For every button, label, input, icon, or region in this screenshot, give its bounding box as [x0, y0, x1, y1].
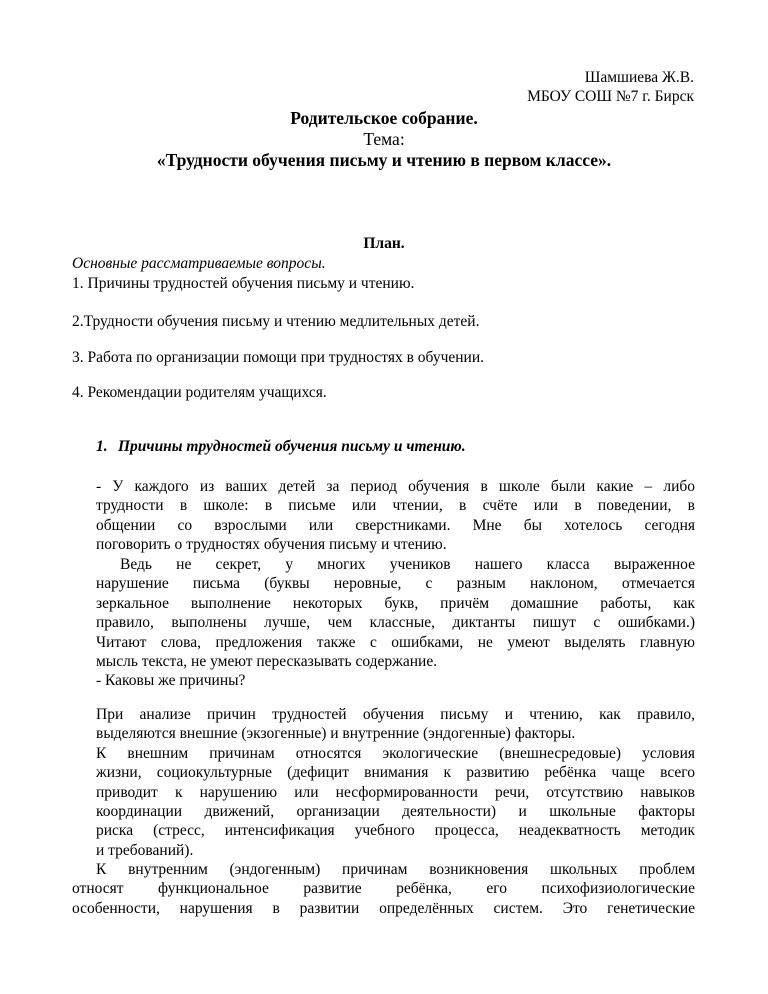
plan-title: План. — [363, 235, 405, 252]
text-line: общении со взрослыми или сверстниками. Мне бы хотелось сегодня — [96, 516, 695, 534]
text-line: Читают слова, предложения также с ошибками, не умеют выделять главную — [96, 633, 695, 651]
text-line: правило, выполнены лучше, чем классные, диктанты пишут с ошибками.) — [96, 614, 695, 632]
plan-item: 3. Работа по организации помощи при трудностях в обучении. — [72, 349, 485, 366]
text-line: Ведь не секрет, у многих учеников нашего класса выраженное — [120, 556, 695, 573]
text-line: - У каждого из ваших детей за период обучения в школе были какие – либо — [96, 478, 695, 495]
text-line: координации движений, организации деятельности) и школьные факторы — [96, 802, 695, 820]
text-line: риска (стресс, интенсификация учебного процесса, неадекватность методик — [96, 822, 695, 840]
plan-item: 4. Рекомендации родителям учащихся. — [72, 384, 327, 401]
paragraph-examples — [96, 555, 695, 691]
text-line: и требований). — [96, 841, 194, 859]
school-name: МБОУ СОШ №7 г. Бирск — [527, 88, 694, 106]
section-heading — [96, 437, 466, 456]
paragraph-intro — [96, 477, 695, 555]
plan-subtitle: Основные рассматриваемые вопросы. — [72, 255, 326, 272]
author-name: Шамшиева Ж.В. — [584, 69, 694, 86]
text-line: зеркальное выполнение некоторых букв, причём домашние работы, как — [96, 594, 695, 612]
author-block — [527, 68, 694, 107]
text-line: выделяются внешние (экзогенные) и внутренние (эндогенные) факторы. — [96, 725, 576, 743]
text-line: относят функциональное развитие ребёнка, его психофизиологические — [72, 880, 695, 898]
question-line: - Каковы же причины? — [96, 672, 246, 690]
text-line: К внешним причинам относятся экологические (внешнесредовые) условия — [96, 744, 695, 762]
paragraph-analysis — [96, 705, 695, 860]
text-line: жизни, социокультурные (дефицит внимания к развитию ребёнка чаще всего — [96, 764, 695, 782]
text-line: При анализе причин трудностей обучения письму и чтению, как правило, — [96, 706, 695, 723]
text-line: трудности в школе: в письме или чтении, в счёте или в поведении, в — [96, 497, 695, 515]
paragraph-internal-causes — [72, 860, 695, 918]
document-title: Родительское собрание. — [290, 108, 478, 128]
plan-item: 1. Причины трудностей обучения письму и чтению. — [72, 275, 415, 292]
title-block — [0, 108, 768, 171]
text-line: особенности, нарушения в развитии определённых систем. Это генетические — [72, 899, 695, 917]
theme-label: Тема: — [363, 129, 405, 149]
text-line: поговорить о трудностях обучения письму и чтению. — [96, 536, 447, 554]
plan-item: 2.Трудности обучения письму и чтению медлительных детей. — [72, 313, 480, 330]
text-line: нарушение письма (буквы неровные, с разным наклоном, отмечается — [96, 575, 695, 593]
section-number: 1. — [96, 438, 108, 455]
text-line: приводит к нарушению или несформированности речи, отсутствию навыков — [96, 783, 695, 801]
text-line: К внутренним (эндогенным) причинам возникновения школьных проблем — [96, 861, 695, 878]
theme-subject: «Трудности обучения письму и чтению в первом классе». — [156, 150, 612, 170]
section-heading-text: Причины трудностей обучения письму и чтению. — [118, 438, 466, 455]
text-line: мысль текста, не умеют пересказывать содержание. — [96, 652, 438, 670]
